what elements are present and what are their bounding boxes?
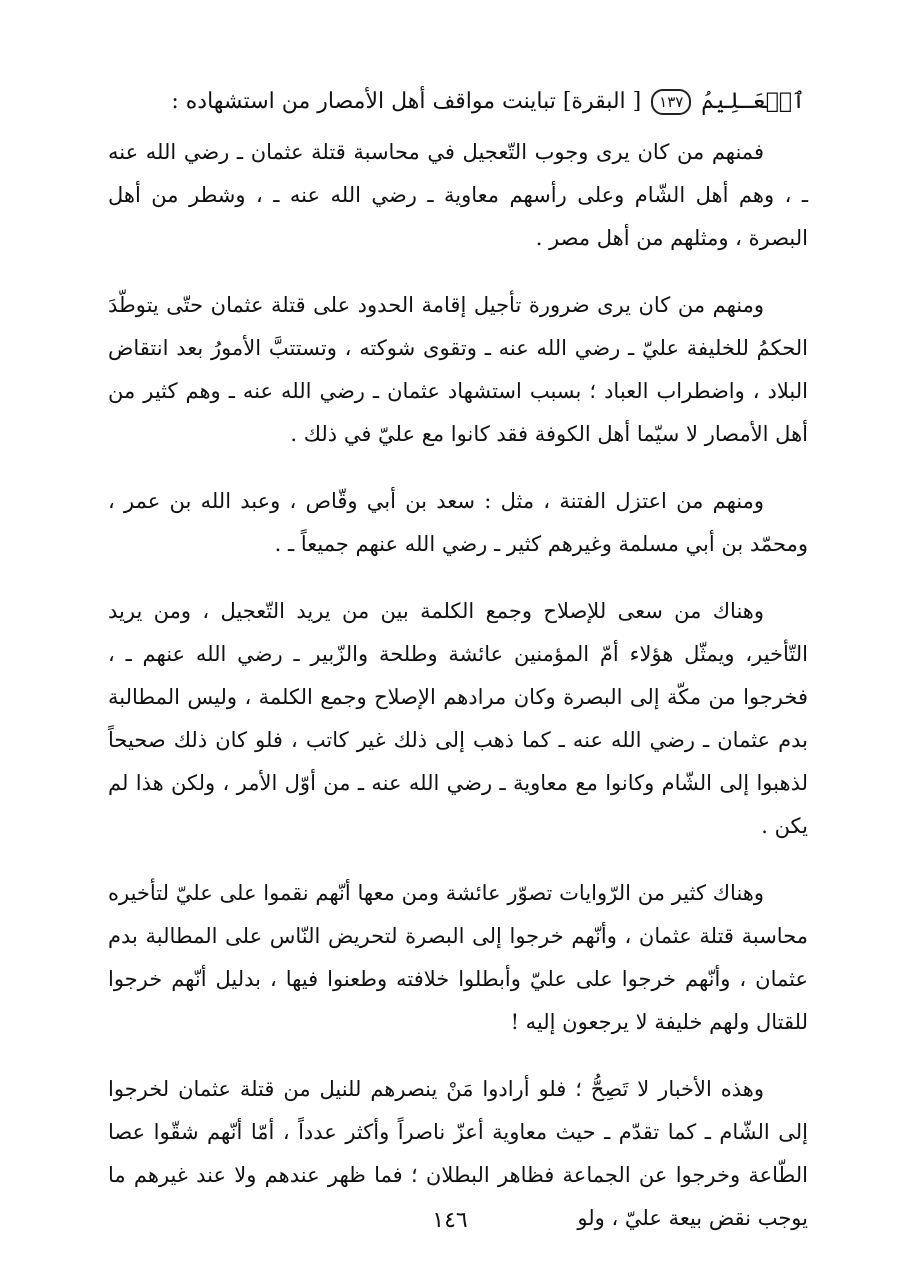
paragraph-3: ومنهم من اعتزل الفتنة ، مثل : سعد بن أبي وقّاص ، وعبد الله بن عمر ، ومحمّد بن أبي مسلمة وغيرهم كثير ـ رضي الله عنهم جميعاً ـ .: [108, 489, 808, 556]
paragraph-6: وهذه الأخبار لا تَصِحُّ ؛ فلو أرادوا مَنْ ينصرهم للنيل من قتلة عثمان لخرجوا إلى الشّام ـ كما تقدّم ـ حيث معاوية أعزّ ناصراً وأكثر عدداً ، أمّا أنّهم شقّوا عصا الطّاعة وخرجوا عن الجماعة فظاهر البطلان ؛ فما ظهر عندهم ولا عند غيرهم ما يوجب نقض بيعة عليّ ، ولو: [108, 1077, 808, 1230]
header-chapter-text: [ البقرة] تباينت مواقف أهل الأمصار من استشهاده :: [171, 89, 642, 114]
header-verse-number: ١٣٧: [651, 89, 691, 115]
running-header: [110, 84, 805, 120]
page-number: ١٤٦: [432, 1208, 468, 1233]
body-text: [108, 131, 808, 1264]
header-verse-word: ٱلۡعَـلِيمُ: [701, 89, 805, 114]
paragraph-1: فمنهم من كان يرى وجوب التّعجيل في محاسبة قتلة عثمان ـ رضي الله عنه ـ ، وهم أهل الشّام وعلى رأسهم معاوية ـ رضي الله عنه ـ ، وشطر من أهل البصرة ، ومثلهم من أهل مصر .: [108, 140, 808, 250]
paragraph-5: وهناك كثير من الرّوايات تصوّر عائشة ومن معها أنّهم نقموا على عليّ لتأخيره محاسبة قتلة عثمان ، وأنّهم خرجوا إلى البصرة لتحريض النّاس على المطالبة بدم عثمان ، وأنّهم خرجوا على عليّ وأبطلوا خلافته وطعنوا فيها ، بدليل أنّهم خرجوا للقتال ولهم خليفة لا يرجعون إليه !: [108, 881, 808, 1034]
paragraph-4: وهناك من سعى للإصلاح وجمع الكلمة بين من يريد التّعجيل ، ومن يريد التّأخير، ويمثّل هؤلاء أمّ المؤمنين عائشة وطلحة والزّبير ـ رضي الله عنهم ـ ، فخرجوا من مكّة إلى البصرة وكان مرادهم الإصلاح وجمع الكلمة ، وليس المطالبة بدم عثمان ـ رضي الله عنه ـ كما ذهب إلى ذلك غير كاتب ، فلو كان ذلك صحيحاً لذهبوا إلى الشّام وكانوا مع معاوية ـ رضي الله عنه ـ من أوّل الأمر ، ولكن هذا لم يكن .: [108, 599, 808, 838]
paragraph-2: ومنهم من كان يرى ضرورة تأجيل إقامة الحدود على قتلة عثمان حتّى يتوطّدَ الحكمُ للخليفة عليّ ـ رضي الله عنه ـ وتقوى شوكته ، وتستتبَّ الأمورُ بعد انتقاض البلاد ، واضطراب العباد ؛ بسبب استشهاد عثمان ـ رضي الله عنه ـ وهم كثير من أهل الأمصار لا سيّما أهل الكوفة فقد كانوا مع عليّ في ذلك .: [108, 293, 808, 446]
